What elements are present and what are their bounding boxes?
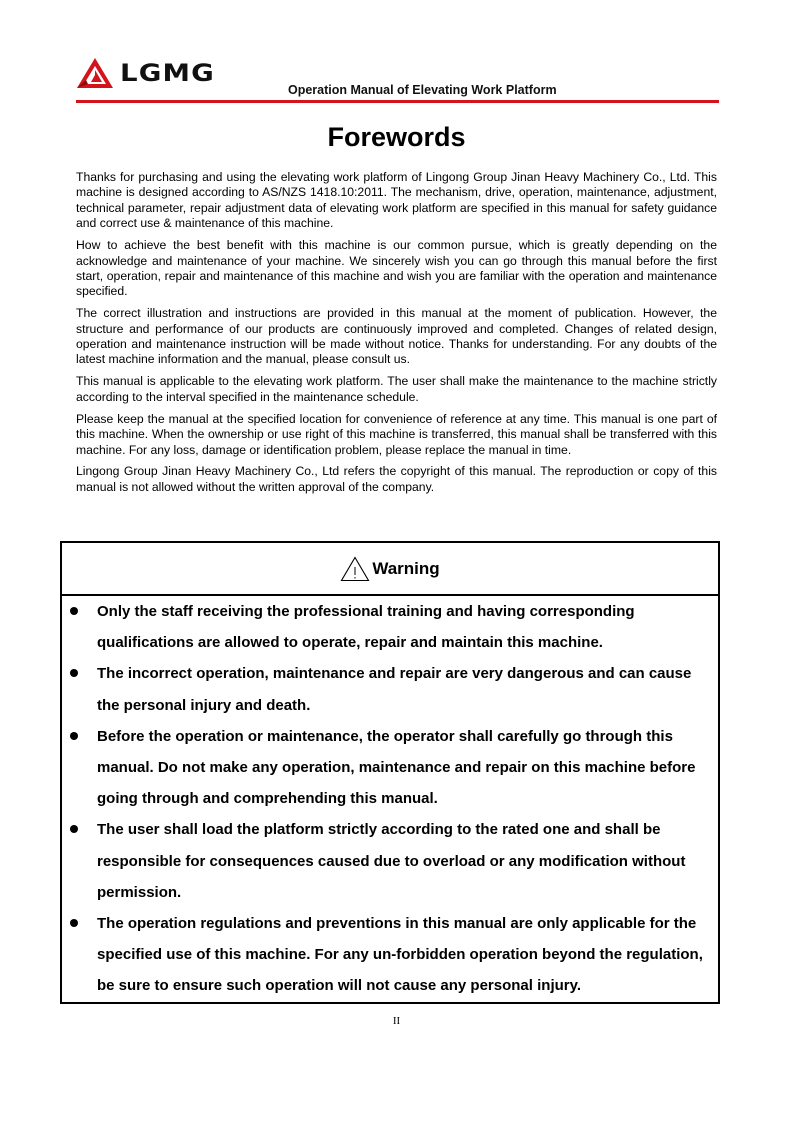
- warning-triangle-icon: [340, 556, 370, 582]
- warning-box: [60, 541, 720, 1004]
- paragraph: Thanks for purchasing and using the elevating work platform of Lingong Group Jinan Heavy Machinery Co., Ltd. This machine is designed according to AS/NZS 1418.10:2011. The mechanism, drive, operation, maintenance, adjustment, technical parameter, repair adjustment data of elevating work platform are specified in this manual for safety guidance and correct use & maintenance of this machine.: [76, 170, 717, 231]
- warning-item: [70, 814, 708, 908]
- warning-label: Warning: [372, 558, 440, 578]
- warning-item-text: The incorrect operation, maintenance and repair are very dangerous and can cause the personal injury and death.: [97, 665, 692, 714]
- bullet-icon: [70, 732, 78, 740]
- paragraph: Lingong Group Jinan Heavy Machinery Co., Ltd refers the copyright of this manual. The reproduction or copy of this manual is not allowed without the written approval of the company.: [76, 464, 717, 494]
- paragraph: Please keep the manual at the specified location for convenience of reference at any time. This manual is one part of this machine. When the ownership or use right of this machine is transferred, this manual shall be transferred with this machine. For any loss, damage or identification problem, please replace the manual in time.: [76, 411, 717, 457]
- paragraph: This manual is applicable to the elevating work platform. The user shall make the maintenance to the machine strictly according to the interval specified in the maintenance schedule.: [76, 374, 717, 404]
- bullet-icon: [70, 919, 78, 927]
- paragraph: The correct illustration and instructions are provided in this manual at the moment of publication. However, the structure and performance of our products are continuously improved and completed. Changes of related design, operation and maintenance instruction will be made without notice. Thanks for understanding. For any doubts of the latest machine information and the manual, please consult us.: [76, 306, 717, 367]
- page-header: [76, 56, 719, 104]
- warning-item: [70, 596, 708, 658]
- page-number: II: [392, 1015, 401, 1027]
- lgmg-triangle-logo-icon: [76, 57, 114, 89]
- foreword-body: [76, 170, 717, 502]
- bullet-icon: [70, 669, 78, 677]
- header-divider: [76, 100, 719, 103]
- warning-item: [70, 908, 708, 1002]
- paragraph: How to achieve the best benefit with this machine is our common pursue, which is greatly depending on the acknowledge and maintenance of your machine. We sincerely wish you can go through this manual before the first start, operation, repair and maintenance of this machine and wish you are familiar with the operation and maintenance specified.: [76, 238, 717, 299]
- header-title: Operation Manual of Elevating Work Platform: [288, 83, 557, 97]
- warning-item: [70, 658, 708, 720]
- warning-item-text: The user shall load the platform strictly according to the rated one and shall be responsible for consequences caused due to overload or any modification without permission.: [97, 821, 686, 901]
- warning-item: [70, 721, 708, 815]
- bullet-icon: [70, 825, 78, 833]
- page-title: Forewords: [327, 122, 466, 152]
- warning-item-text: Only the staff receiving the professional training and having corresponding qualifications are allowed to operate, repair and maintain this machine.: [97, 603, 635, 652]
- warning-item-text: Before the operation or maintenance, the operator shall carefully go through this manual. Do not make any operation, maintenance and repair on this machine before going through and comprehending this manual.: [97, 727, 696, 808]
- bullet-icon: [70, 607, 78, 615]
- lgmg-logo: [76, 56, 215, 90]
- warning-item-text: The operation regulations and preventions in this manual are only applicable for the specified use of this machine. For any un-forbidden operation beyond the regulation, be sure to ensure such operation will not cause any personal injury.: [97, 915, 703, 995]
- warning-list: [62, 596, 718, 1002]
- logo-text: LGMG: [120, 59, 215, 87]
- warning-header: [62, 543, 718, 596]
